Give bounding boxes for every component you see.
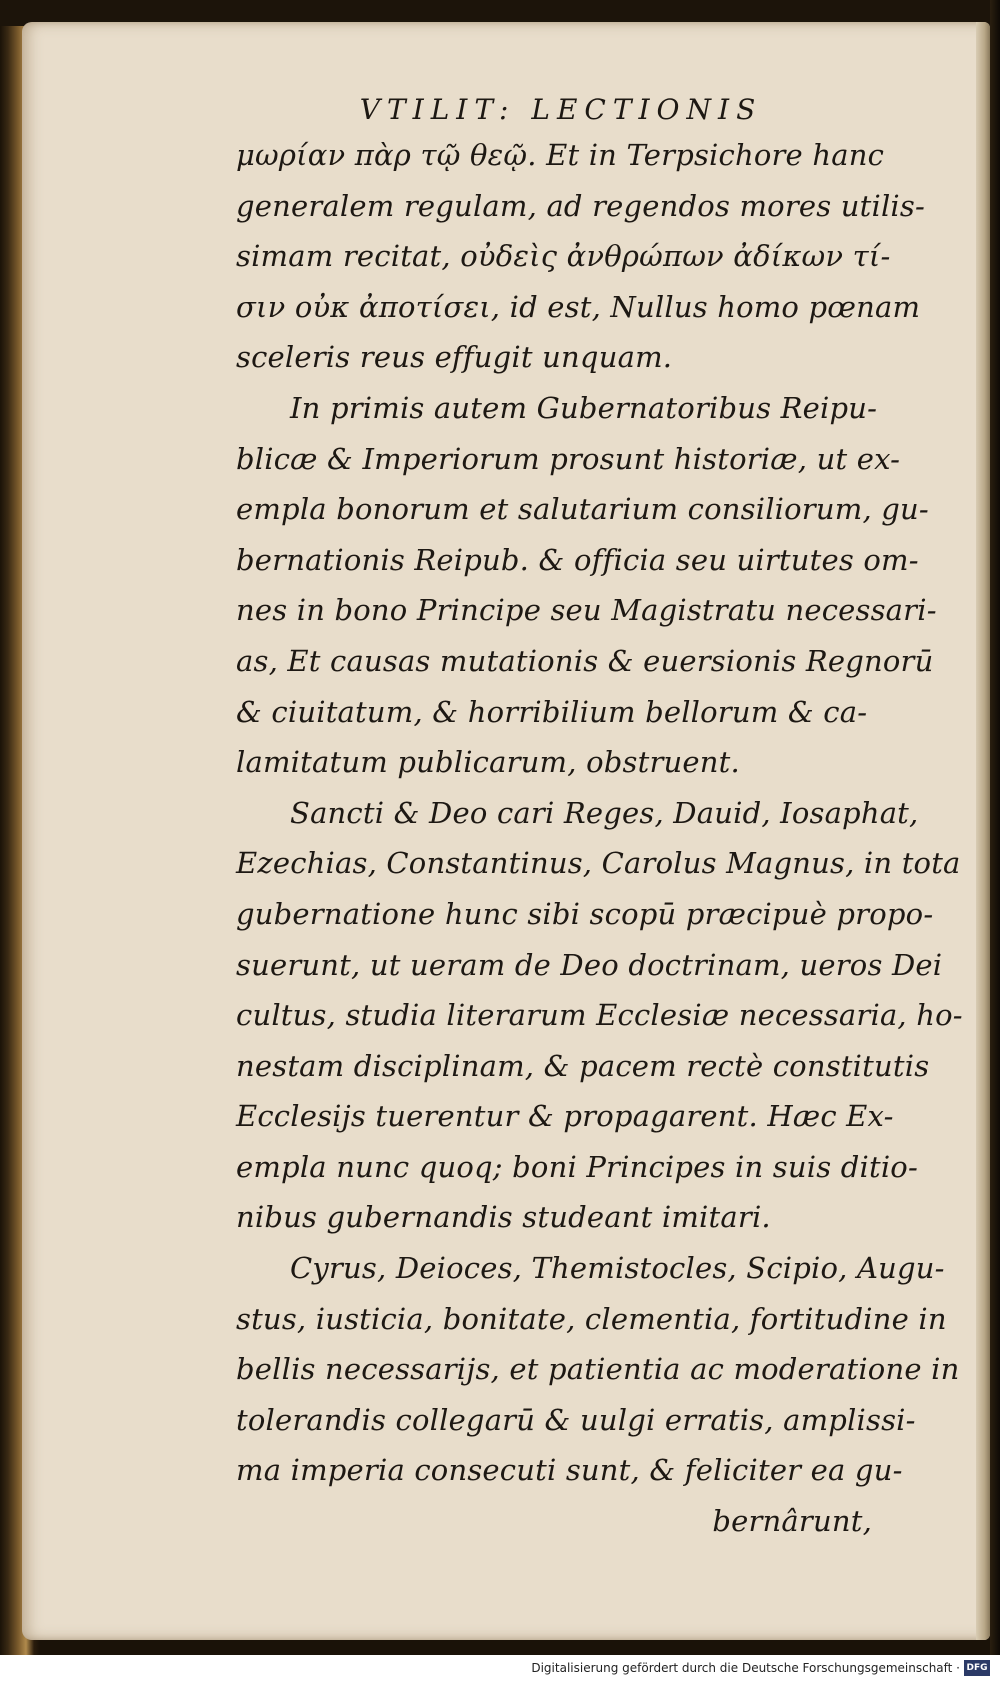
running-head: VTILIT: LECTIONIS <box>359 93 763 126</box>
text-line: blicæ & Imperiorum prosunt historiæ, ut ex- <box>236 441 901 476</box>
text-line: Cyrus, Deioces, Themistocles, Scipio, Augu- <box>290 1251 945 1286</box>
text-line: cultus, studia literarum Ecclesiæ necessaria, ho- <box>236 998 963 1033</box>
text-line: nestam disciplinam, & pacem rectè constitutis <box>236 1048 930 1083</box>
text-line: bernârunt, <box>712 1504 872 1539</box>
text-line: as, Et causas mutationis & euersionis Regnorū <box>236 643 934 678</box>
text-line: μωρίαν πὰρ τῷ θεῷ. Et in Terpsichore hanc <box>236 138 885 172</box>
page-fore-edge <box>976 22 990 1640</box>
text-line: suerunt, ut ueram de Deo doctrinam, ueros Dei <box>236 947 943 982</box>
text-line: In primis autem Gubernatoribus Reipu- <box>290 390 878 425</box>
page-text-block <box>236 90 963 1547</box>
text-line: empla nunc quoq; boni Principes in suis ditio- <box>236 1149 918 1184</box>
footer-credit: Digitalisierung gefördert durch die Deutsche Forschungsgemeinschaft · <box>531 1661 960 1675</box>
text-line: & ciuitatum, & horribilium bellorum & ca- <box>236 694 868 729</box>
text-line: σιν οὐκ ἀποτίσει, id est, Nullus homo pœnam <box>236 289 921 324</box>
text-line: ma imperia consecuti sunt, & feliciter ea gu- <box>236 1453 903 1488</box>
text-line: lamitatum publicarum, obstruent. <box>236 745 740 780</box>
text-line: bellis necessarijs, et patientia ac moderatione in <box>236 1352 960 1387</box>
text-line: gubernatione hunc sibi scopū præcipuè propo- <box>236 896 934 931</box>
text-line: Ecclesijs tuerentur & propagarent. Hæc Ex- <box>236 1099 894 1134</box>
scan-right-edge <box>990 0 1000 1655</box>
text-line: empla bonorum et salutarium consiliorum, gu- <box>236 492 929 527</box>
text-line: Ezechias, Constantinus, Carolus Magnus, in tota <box>236 846 961 881</box>
text-line: bernationis Reipub. & officia seu uirtutes om- <box>236 542 919 577</box>
text-line: generalem regulam, ad regendos mores utilis- <box>236 188 925 223</box>
text-line: nibus gubernandis studeant imitari. <box>236 1200 771 1235</box>
text-lines <box>236 130 963 1547</box>
text-line: Sancti & Deo cari Reges, Dauid, Iosaphat, <box>290 795 919 830</box>
footer-bar <box>0 1655 1000 1684</box>
text-line: sceleris reus effugit unquam. <box>236 340 673 375</box>
text-line: nes in bono Principe seu Magistratu necessari- <box>236 593 937 628</box>
text-line: tolerandis collegarū & uulgi erratis, amplissi- <box>236 1402 916 1437</box>
text-line: simam recitat, οὐδεὶς ἀνθρώπων ἀδίκων τί- <box>236 239 891 274</box>
dfg-logo: DFG <box>964 1660 990 1676</box>
text-line: stus, iusticia, bonitate, clementia, fortitudine in <box>236 1301 947 1336</box>
